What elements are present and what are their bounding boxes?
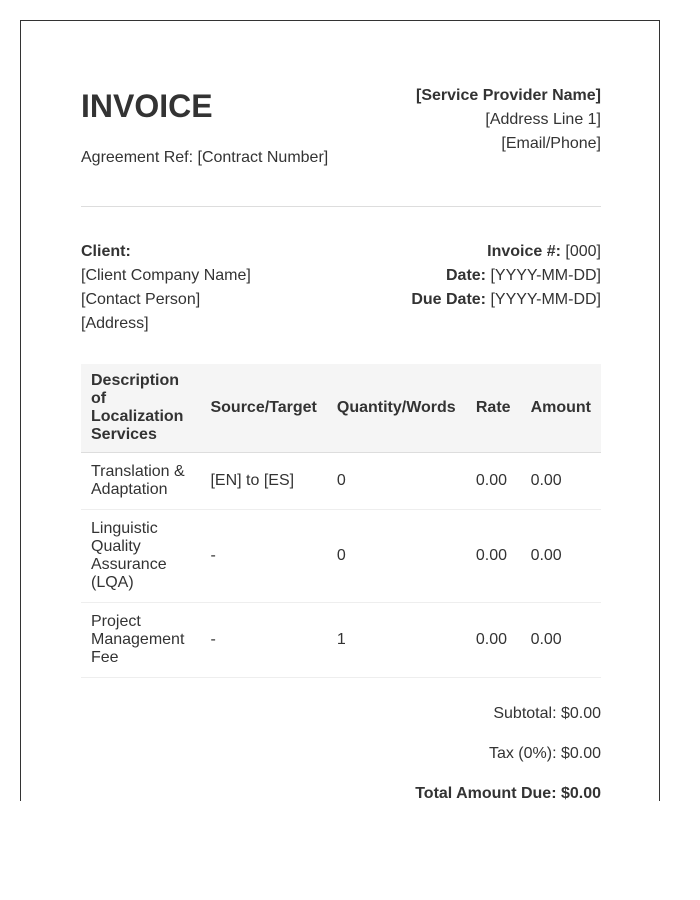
totals-block — [301, 704, 601, 824]
cell-source-target: - — [200, 603, 326, 678]
invoice-date-line — [411, 264, 601, 288]
provider-name: [Service Provider Name] — [416, 87, 601, 104]
client-address: [Address] — [81, 315, 149, 332]
header-quantity: Quantity/Words — [327, 364, 466, 453]
table-row — [81, 510, 601, 603]
due-date: [YYYY-MM-DD] — [490, 291, 601, 308]
cell-amount: 0.00 — [521, 453, 601, 510]
cell-amount: 0.00 — [521, 603, 601, 678]
cell-amount: 0.00 — [521, 510, 601, 603]
invoice-title: INVOICE — [81, 88, 213, 124]
due-date-label: Due Date: — [411, 291, 487, 308]
table-header-row — [81, 364, 601, 453]
cell-quantity: 0 — [327, 510, 466, 603]
invoice-date: [YYYY-MM-DD] — [490, 267, 601, 284]
invoice-meta — [411, 240, 601, 312]
tax: Tax (0%): $0.00 — [488, 745, 601, 762]
cell-description: Translation & Adaptation — [81, 453, 200, 510]
invoice-number: [000] — [565, 243, 601, 260]
cell-quantity: 1 — [327, 603, 466, 678]
table-row — [81, 603, 601, 678]
provider-block — [416, 84, 601, 156]
client-contact-person: [Contact Person] — [81, 291, 201, 308]
provider-address: [Address Line 1] — [485, 111, 601, 128]
due-date-line — [411, 288, 601, 312]
header-source-target: Source/Target — [200, 364, 326, 453]
cell-rate: 0.00 — [466, 510, 521, 603]
cell-description: Project Management Fee — [81, 603, 200, 678]
cell-quantity: 0 — [327, 453, 466, 510]
invoice-date-label: Date: — [446, 267, 487, 284]
invoice-page — [20, 20, 660, 801]
table-row — [81, 453, 601, 510]
line-items-table — [81, 364, 601, 678]
client-label: Client: — [81, 243, 131, 260]
invoice-number-label: Invoice #: — [487, 243, 561, 260]
invoice-number-line — [411, 240, 601, 264]
header-amount: Amount — [521, 364, 601, 453]
header-divider — [81, 206, 601, 207]
header-description: Description of Localization Services — [81, 364, 200, 453]
client-company: [Client Company Name] — [81, 267, 251, 284]
subtotal: Subtotal: $0.00 — [493, 705, 601, 722]
header-rate: Rate — [466, 364, 521, 453]
cell-rate: 0.00 — [466, 603, 521, 678]
cell-rate: 0.00 — [466, 453, 521, 510]
cell-source-target: - — [200, 510, 326, 603]
agreement-ref: Agreement Ref: [Contract Number] — [81, 149, 329, 166]
cell-description: Linguistic Quality Assurance (LQA) — [81, 510, 200, 603]
total-amount-due: Total Amount Due: $0.00 — [415, 785, 601, 802]
client-block — [81, 240, 251, 336]
provider-contact: [Email/Phone] — [501, 135, 601, 152]
cell-source-target: [EN] to [ES] — [200, 453, 326, 510]
